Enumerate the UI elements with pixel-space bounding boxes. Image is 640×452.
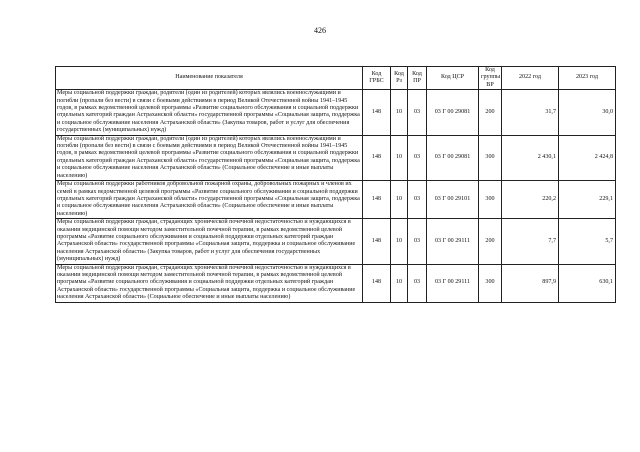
row-csr: 03 Г 00 29111: [427, 264, 479, 302]
page-number: 426: [314, 26, 326, 35]
row-rz: 10: [391, 135, 408, 180]
row-pr: 03: [408, 181, 427, 219]
row-2023: 229,1: [559, 181, 616, 219]
budget-table: [55, 66, 616, 303]
row-description: Меры социальной поддержки граждан, родители (один из родителей) которых являлись военнослужащими и погибли (пропали без вести) в связи с боевыми действиями в период Великой Отечественной войны 1941–1945 годов, в рамках ведомственной целевой программы «Развитие социального обслуживания и социальной поддержки отдельных категорий граждан Астраханской области» государственной программы «Социальная защита, поддержка и социальное обслуживание населения Астраханской области» (Социальное обеспечение и иные выплаты населению): [56, 135, 363, 180]
row-2022: 7,7: [502, 219, 559, 264]
row-rz: 10: [391, 90, 408, 135]
header-vr: Код группы ВР: [479, 67, 502, 90]
row-2023: 5,7: [559, 219, 616, 264]
table-row: [56, 219, 616, 264]
row-vr: 300: [479, 181, 502, 219]
row-grbs: 148: [363, 135, 391, 180]
row-2022: 220,2: [502, 181, 559, 219]
row-2022: 31,7: [502, 90, 559, 135]
row-2022: 897,9: [502, 264, 559, 302]
row-csr: 03 Г 00 29081: [427, 135, 479, 180]
row-vr: 300: [479, 264, 502, 302]
row-csr: 03 Г 00 29081: [427, 90, 479, 135]
row-rz: 10: [391, 264, 408, 302]
table-header-row: [56, 67, 616, 90]
row-2023: 2 424,8: [559, 135, 616, 180]
row-pr: 03: [408, 219, 427, 264]
row-pr: 03: [408, 264, 427, 302]
header-rz: Код Рз: [391, 67, 408, 90]
row-description: Меры социальной поддержки работников добровольной пожарной охраны, добровольных пожарных и членов их семей в рамках ведомственной целевой программы «Развитие социального обслуживания и социальной поддержки отдельных категорий граждан Астраханской области» государственной программы «Социальная защита, поддержка и социальное обслуживание населения Астраханской области» (Социальное обеспечение и иные выплаты населению): [56, 181, 363, 219]
table-row: [56, 135, 616, 180]
table-row: [56, 90, 616, 135]
row-csr: 03 Г 00 29111: [427, 219, 479, 264]
row-vr: 200: [479, 90, 502, 135]
row-vr: 300: [479, 135, 502, 180]
table-row: [56, 181, 616, 219]
header-2023: 2023 год: [559, 67, 616, 90]
row-grbs: 148: [363, 219, 391, 264]
header-grbs: Код ГРБС: [363, 67, 391, 90]
row-description: Меры социальной поддержки граждан, страдающих хронической почечной недостаточностью и нуждающихся в оказании медицинской помощи методом заместительной почечной терапии, в рамках ведомственной целевой программы «Развитие социального обслуживания и социальной поддержки отдельных категорий граждан Астраханской области» государственной программы «Социальная защита, поддержка и социальное обслуживание населения Астраханской области» (Социальное обеспечение и иные выплаты населению): [56, 264, 363, 302]
row-rz: 10: [391, 219, 408, 264]
header-pr: Код ПР: [408, 67, 427, 90]
row-description: Меры социальной поддержки граждан, родители (один из родителей) которых являлись военнослужащими и погибли (пропали без вести) в связи с боевыми действиями в период Великой Отечественной войны 1941–1945 годов, в рамках ведомственной целевой программы «Развитие социального обслуживания и социальной поддержки отдельных категорий граждан Астраханской области» государственной программы «Социальная защита, поддержка и социальное обслуживание населения Астраханской области» (Закупка товаров, работ и услуг для обеспечения государственных (муниципальных) нужд): [56, 90, 363, 135]
header-name: Наименование показателя: [56, 67, 363, 90]
row-pr: 03: [408, 90, 427, 135]
row-grbs: 148: [363, 264, 391, 302]
header-2022: 2022 год: [502, 67, 559, 90]
header-csr: Код ЦСР: [427, 67, 479, 90]
row-grbs: 148: [363, 181, 391, 219]
row-rz: 10: [391, 181, 408, 219]
row-2022: 2 430,1: [502, 135, 559, 180]
row-2023: 30,0: [559, 90, 616, 135]
row-description: Меры социальной поддержки граждан, страдающих хронической почечной недостаточностью и нуждающихся в оказании медицинской помощи методом заместительной почечной терапии, в рамках ведомственной целевой программы «Развитие социального обслуживания и социальной поддержки отдельных категорий граждан Астраханской области» государственной программы «Социальная защита, поддержка и социальное обслуживание населения Астраханской области» (Закупка товаров, работ и услуг для обеспечения государственных (муниципальных) нужд): [56, 219, 363, 264]
table-row: [56, 264, 616, 302]
row-pr: 03: [408, 135, 427, 180]
row-2023: 630,1: [559, 264, 616, 302]
row-vr: 200: [479, 219, 502, 264]
row-csr: 03 Г 00 29101: [427, 181, 479, 219]
row-grbs: 148: [363, 90, 391, 135]
